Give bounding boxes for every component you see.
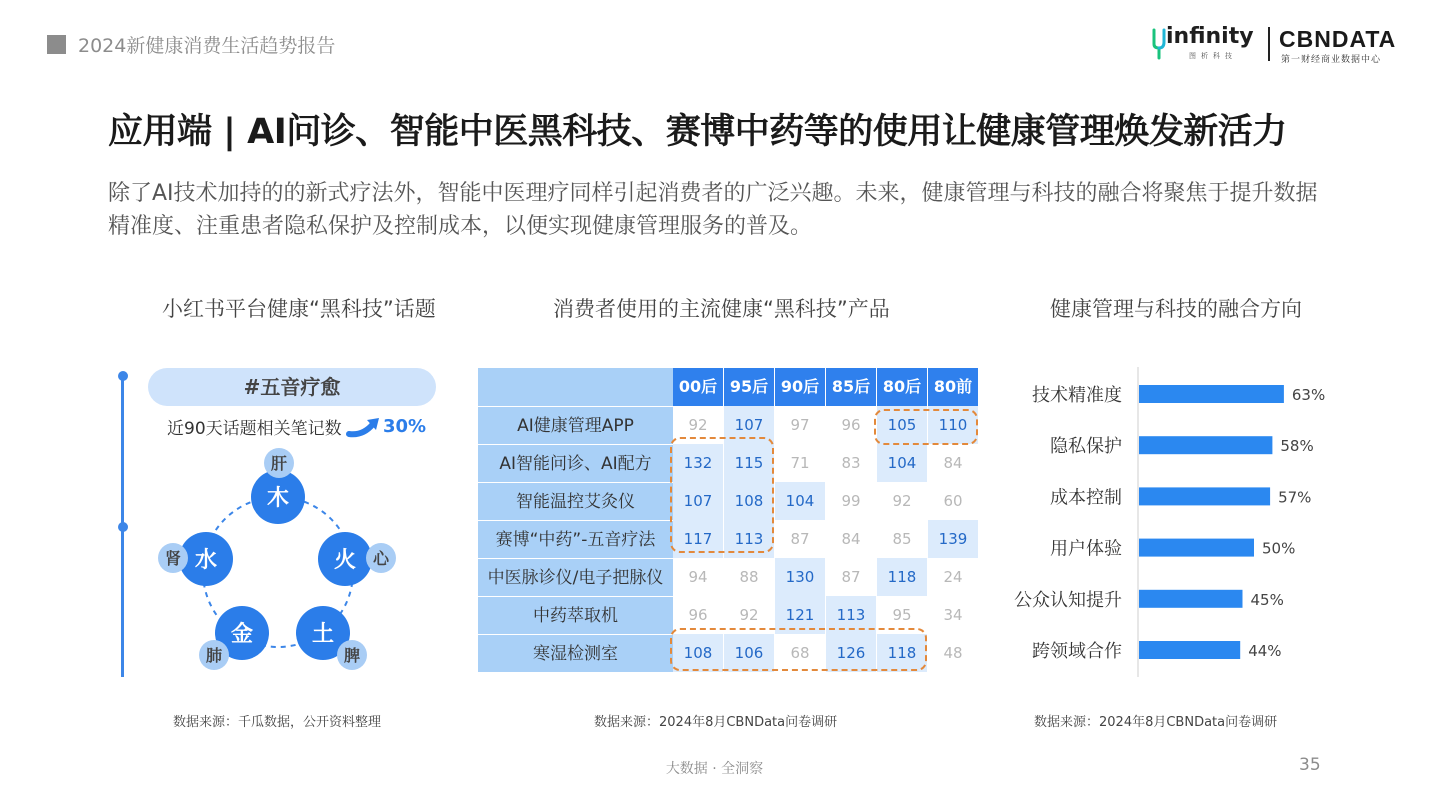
table-cell: 126 [826, 634, 876, 672]
element-label: 木 [266, 486, 290, 511]
table-cell: 92 [877, 482, 927, 520]
table-cell: 84 [826, 520, 876, 558]
table-row-label: 赛博“中药”-五音疗法 [478, 520, 673, 558]
table-column-header: 80后 [877, 368, 927, 406]
table-row-label: AI智能问诊、AI配方 [478, 444, 673, 482]
five-elements-diagram [150, 445, 410, 675]
table-cell: 130 [775, 558, 825, 596]
header-square-icon [47, 35, 66, 54]
table-row-label: 中医脉诊仪/电子把脉仪 [478, 558, 673, 596]
infinity-logo [1152, 22, 1260, 64]
table-column-header: 85后 [826, 368, 876, 406]
left-source: 数据来源：千瓜数据，公开资料整理 [173, 715, 382, 730]
logo-separator [1268, 27, 1270, 61]
table-cell: 121 [775, 596, 825, 634]
growth-arrow-icon [345, 414, 383, 440]
table-cell: 139 [928, 520, 978, 558]
table-cell: 85 [877, 520, 927, 558]
table-cell: 88 [724, 558, 774, 596]
table-cell: 83 [826, 444, 876, 482]
cbndata-logo-sub: 第一财经商业数据中心 [1281, 55, 1382, 65]
bar-value-label: 45% [1250, 590, 1284, 609]
table-column-header: 90后 [775, 368, 825, 406]
element-label: 火 [333, 548, 357, 573]
table-cell: 95 [877, 596, 927, 634]
bar-category-label: 隐私保护 [1050, 436, 1122, 458]
table-cell: 108 [724, 482, 774, 520]
bar [1139, 385, 1284, 403]
topic-tag: #五音疗愈 [148, 368, 436, 406]
bar-category-label: 成本控制 [1050, 487, 1122, 509]
table-cell: 117 [673, 520, 723, 558]
cbndata-logo: CBNDATA [1279, 26, 1397, 52]
note-count-label: 近90天话题相关笔记数 [167, 419, 342, 439]
table-column-header: 80前 [928, 368, 978, 406]
bar [1139, 436, 1272, 454]
highlight-box [670, 628, 927, 671]
table-row-label: 中药萃取机 [478, 596, 673, 634]
table-header-blank [478, 368, 673, 406]
bar [1139, 590, 1243, 608]
organ-label: 心 [372, 549, 390, 568]
bar-value-label: 44% [1248, 642, 1282, 660]
table-cell: 105 [877, 406, 927, 444]
table-cell: 132 [673, 444, 723, 482]
bar-value-label: 50% [1262, 539, 1296, 558]
middle-panel-title: 消费者使用的主流健康“黑科技”产品 [553, 297, 890, 321]
element-label: 土 [311, 622, 335, 647]
table-cell: 96 [826, 406, 876, 444]
table-row-label: AI健康管理APP [478, 406, 673, 444]
table-cell: 92 [724, 596, 774, 634]
table-cell: 94 [673, 558, 723, 596]
table-cell: 97 [775, 406, 825, 444]
organ-label: 肝 [270, 454, 288, 473]
left-panel-title: 小红书平台健康“黑科技”话题 [162, 297, 436, 321]
bar-category-label: 跨领域合作 [1032, 641, 1122, 662]
table-cell: 87 [775, 520, 825, 558]
report-title: 2024新健康消费生活趋势报告 [78, 35, 336, 57]
fusion-bar-chart [1000, 365, 1360, 680]
table-cell: 118 [877, 558, 927, 596]
infinity-logo-sub: 图析科技 [1189, 52, 1237, 60]
bar-category-label: 公众认知提升 [1014, 589, 1122, 611]
organ-label: 脾 [343, 646, 361, 665]
table-cell: 96 [673, 596, 723, 634]
organ-label: 肾 [164, 549, 182, 568]
table-column-header: 95后 [724, 368, 774, 406]
table-cell: 113 [724, 520, 774, 558]
table-cell: 107 [673, 482, 723, 520]
page-title: 应用端 | AI问诊、智能中医黑科技、赛博中药等的使用让健康管理焕发新活力 [108, 112, 1287, 152]
bar [1139, 539, 1254, 557]
infinity-y-icon [1152, 26, 1166, 60]
table-row-label: 寒湿检测室 [478, 634, 673, 672]
bar [1139, 487, 1270, 505]
table-cell: 84 [928, 444, 978, 482]
middle-source: 数据来源：2024年8月CBNData问卷调研 [594, 715, 838, 730]
table-cell: 110 [928, 406, 978, 444]
table-cell: 60 [928, 482, 978, 520]
page-subtitle: 除了AI技术加持的的新式疗法外，智能中医理疗同样引起消费者的广泛兴趣。未来，健康管理与科技的融合将聚焦于提升数据精准度、注重患者隐私保护及控制成本，以便实现健康管理服务的普及。 [108, 181, 1318, 239]
page-number: 35 [1299, 755, 1321, 775]
right-panel-title: 健康管理与科技的融合方向 [1050, 297, 1302, 321]
bar-value-label: 57% [1278, 488, 1312, 507]
table-cell: 34 [928, 596, 978, 634]
table-cell: 99 [826, 482, 876, 520]
bar-category-label: 技术精准度 [1032, 385, 1122, 406]
organ-label: 肺 [205, 646, 223, 665]
table-cell: 24 [928, 558, 978, 596]
infinity-logo-text: infinity [1166, 24, 1254, 49]
footer-tagline: 大数据 · 全洞察 [665, 761, 764, 777]
table-cell: 87 [826, 558, 876, 596]
table-cell: 104 [877, 444, 927, 482]
table-cell: 113 [826, 596, 876, 634]
table-cell: 68 [775, 634, 825, 672]
table-cell: 71 [775, 444, 825, 482]
note-growth-value: 30% [383, 416, 427, 437]
bar-value-label: 58% [1280, 437, 1314, 456]
bar [1139, 641, 1240, 659]
element-label: 金 [230, 622, 254, 647]
table-cell: 115 [724, 444, 774, 482]
table-cell: 104 [775, 482, 825, 520]
right-source: 数据来源：2024年8月CBNData问卷调研 [1034, 715, 1278, 730]
table-cell: 48 [928, 634, 978, 672]
bar-category-label: 用户体验 [1050, 538, 1122, 560]
highlight-box [670, 437, 774, 553]
timeline-dot [118, 371, 128, 381]
table-cell: 107 [724, 406, 774, 444]
highlight-box [874, 409, 978, 445]
table-cell: 108 [673, 634, 723, 672]
table-cell: 92 [673, 406, 723, 444]
bar-value-label: 63% [1291, 386, 1326, 404]
element-label: 水 [194, 548, 218, 573]
timeline-dot [118, 522, 128, 532]
table-row-label: 智能温控艾灸仪 [478, 482, 673, 520]
table-cell: 118 [877, 634, 927, 672]
table-cell: 106 [724, 634, 774, 672]
table-column-header: 00后 [673, 368, 723, 406]
